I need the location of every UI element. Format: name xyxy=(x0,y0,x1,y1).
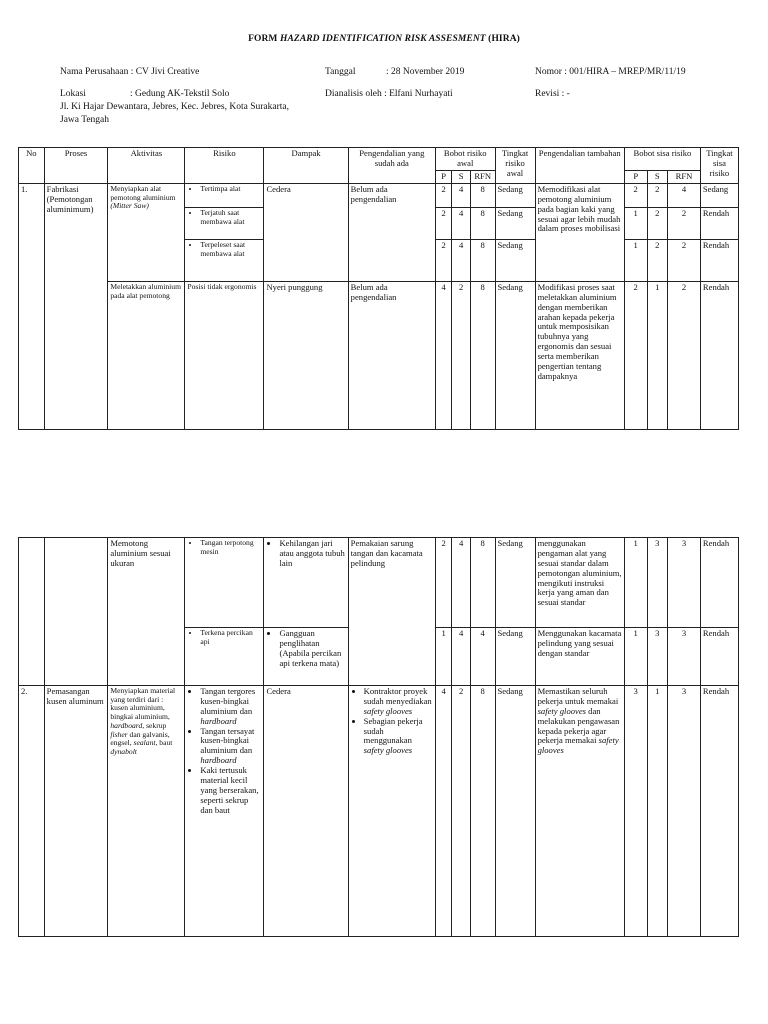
row-pengendalian: Pemakaian sarung tangan dan kacamata pelindung xyxy=(348,538,435,686)
cell-tingkat-sisa: Sedang xyxy=(700,183,738,207)
col-rfn: RFN xyxy=(470,171,495,184)
row-dampak: Cedera xyxy=(264,686,348,937)
analyst: Dianalisis oleh : Elfani Nurhayati xyxy=(325,89,453,99)
cell-p: 4 xyxy=(435,281,451,429)
cell-rfn: 8 xyxy=(470,183,495,207)
cell-s: 4 xyxy=(452,538,470,628)
col-aktivitas: Aktivitas xyxy=(108,148,185,184)
date-label: Tanggal xyxy=(325,67,356,77)
cell-p-sisa: 2 xyxy=(624,281,647,429)
risk-item: • Terkena percikan api xyxy=(185,628,264,686)
hira-table-1 xyxy=(18,147,739,430)
form-title: FORM HAZARD IDENTIFICATION RISK ASSESMENT (HIRA) xyxy=(248,34,520,44)
cell-p-sisa: 2 xyxy=(624,183,647,207)
risk-item: • Kaki tertusuk material kecil yang berserakan, seperti sekrup dan baut xyxy=(200,766,261,815)
cell-s-sisa: 1 xyxy=(647,281,668,429)
cell-tingkat: Sedang xyxy=(495,281,535,429)
risk-item: • Tertimpa alat xyxy=(185,183,264,207)
row-proses xyxy=(44,538,108,686)
cell-s-sisa: 1 xyxy=(647,686,668,937)
cell-s-sisa: 3 xyxy=(647,628,668,686)
col-p-sisa: P xyxy=(624,171,647,184)
row-pengendalian: Belum ada pengendalian xyxy=(348,281,435,429)
control-item: • Kontraktor proyek sudah menyediakan safety glooves xyxy=(364,687,433,717)
row-dampak: • Kehilangan jari atau anggota tubuh lain xyxy=(264,538,348,628)
row-pengendalian: Belum ada pengendalian xyxy=(348,183,435,281)
row-pengendalian xyxy=(348,686,435,937)
cell-s-sisa: 2 xyxy=(647,183,668,207)
row-aktivitas: Meletakkan aluminium pada alat pemotong xyxy=(108,281,185,429)
cell-rfn-sisa: 2 xyxy=(668,207,701,239)
cell-p: 2 xyxy=(435,538,451,628)
col-rfn-sisa: RFN xyxy=(668,171,701,184)
cell-p-sisa: 1 xyxy=(624,239,647,281)
address-line-1: Jl. Ki Hajar Dewantara, Jebres, Kec. Jebres, Kota Surakarta, xyxy=(60,102,289,112)
cell-tingkat: Sedang xyxy=(495,538,535,628)
cell-rfn: 4 xyxy=(470,628,495,686)
row-aktivitas: Memotong aluminium sesuai ukuran xyxy=(108,538,185,686)
row-proses: Pemasangan kusen aluminum xyxy=(44,686,108,937)
row-proses: Fabrikasi (Pemotongan aluminimum) xyxy=(44,183,108,429)
row-no xyxy=(19,538,45,686)
cell-tingkat: Sedang xyxy=(495,628,535,686)
cell-rfn-sisa: 2 xyxy=(668,281,701,429)
cell-p: 2 xyxy=(435,183,451,207)
cell-tingkat: Sedang xyxy=(495,686,535,937)
risk-item: • Terjatuh saat membawa alat xyxy=(185,207,264,239)
company-name: Nama Perusahaan : CV Jivi Creative xyxy=(60,67,200,77)
cell-rfn-sisa: 4 xyxy=(668,183,701,207)
risk-list xyxy=(185,686,264,937)
cell-rfn-sisa: 2 xyxy=(668,239,701,281)
cell-rfn: 8 xyxy=(470,538,495,628)
cell-rfn-sisa: 3 xyxy=(668,686,701,937)
date-value: : 28 November 2019 xyxy=(386,67,465,77)
cell-s-sisa: 2 xyxy=(647,239,668,281)
cell-p: 2 xyxy=(435,207,451,239)
cell-tingkat-sisa: Rendah xyxy=(700,281,738,429)
cell-p: 2 xyxy=(435,239,451,281)
col-risiko: Risiko xyxy=(185,148,264,184)
cell-p-sisa: 1 xyxy=(624,207,647,239)
row-dampak: Nyeri punggung xyxy=(264,281,348,429)
hira-table-2 xyxy=(18,537,739,937)
cell-tingkat-sisa: Rendah xyxy=(700,686,738,937)
document-number: Nomor : 001/HIRA – MREP/MR/11/19 xyxy=(535,67,686,77)
cell-rfn-sisa: 3 xyxy=(668,628,701,686)
cell-s: 4 xyxy=(452,207,470,239)
cell-tingkat: Sedang xyxy=(495,183,535,207)
cell-tingkat: Sedang xyxy=(495,239,535,281)
risk-item: Posisi tidak ergonomis xyxy=(185,281,264,429)
row-aktivitas: Menyiapkan alat pemotong aluminium (Mitter Saw) xyxy=(108,183,185,281)
row-no: 2. xyxy=(19,686,45,937)
cell-tingkat: Sedang xyxy=(495,207,535,239)
col-bobot-awal: Bobot risiko awal xyxy=(435,148,495,171)
cell-s-sisa: 3 xyxy=(647,538,668,628)
cell-s: 4 xyxy=(452,183,470,207)
row-pengendalian-tambahan: Menggunakan kacamata pelindung yang sesuai dengan standar xyxy=(535,628,624,686)
cell-tingkat-sisa: Rendah xyxy=(700,538,738,628)
cell-rfn: 8 xyxy=(470,239,495,281)
cell-s: 4 xyxy=(452,239,470,281)
col-s: S xyxy=(452,171,470,184)
cell-rfn: 8 xyxy=(470,281,495,429)
cell-p: 4 xyxy=(435,686,451,937)
col-dampak: Dampak xyxy=(264,148,348,184)
cell-p-sisa: 1 xyxy=(624,628,647,686)
cell-p-sisa: 1 xyxy=(624,538,647,628)
cell-s: 2 xyxy=(452,281,470,429)
cell-p-sisa: 3 xyxy=(624,686,647,937)
risk-item: • Tangan tersayat kusen-bingkai aluminium dan hardboard xyxy=(200,727,261,767)
revision: Revisi : - xyxy=(535,89,570,99)
cell-s-sisa: 2 xyxy=(647,207,668,239)
col-pengendalian: Pengendalian yang sudah ada xyxy=(348,148,435,184)
col-pengendalian-tambahan: Pengendalian tambahan xyxy=(535,148,624,184)
cell-s: 4 xyxy=(452,628,470,686)
location-value: : Gedung AK-Tekstil Solo xyxy=(130,89,230,99)
col-no: No xyxy=(19,148,45,184)
cell-tingkat-sisa: Rendah xyxy=(700,628,738,686)
row-pengendalian-tambahan: Memodifikasi alat pemotong aluminium pada bagian kaki yang sesuai agar lebih mudah dalam proses mobilisasi xyxy=(535,183,624,281)
location-label: Lokasi xyxy=(60,89,86,99)
cell-s: 2 xyxy=(452,686,470,937)
cell-p: 1 xyxy=(435,628,451,686)
row-pengendalian-tambahan: Memastikan seluruh pekerja untuk memakai safety glooves dan melakukan pengawasan kepada pekerja agar pekerja memakai safety glooves xyxy=(535,686,624,937)
cell-tingkat-sisa: Rendah xyxy=(700,207,738,239)
col-proses: Proses xyxy=(44,148,108,184)
col-tingkat-sisa: Tingkat sisa risiko xyxy=(700,148,738,184)
cell-rfn: 8 xyxy=(470,686,495,937)
cell-rfn: 8 xyxy=(470,207,495,239)
risk-item: • Terpeleset saat membawa alat xyxy=(185,239,264,281)
risk-item: • Tangan terpotong mesin xyxy=(185,538,264,628)
col-tingkat-awal: Tingkat risiko awal xyxy=(495,148,535,184)
col-bobot-sisa: Bobot sisa risiko xyxy=(624,148,700,171)
cell-rfn-sisa: 3 xyxy=(668,538,701,628)
risk-item: • Tangan tergores kusen-bingkai aluminium dan hardboard xyxy=(200,687,261,727)
cell-tingkat-sisa: Rendah xyxy=(700,239,738,281)
row-aktivitas: Menyiapkan material yang terdiri dari : kusen aluminium, bingkai aluminium, hardboard, sekrup fisher dan galvanis, engsel, sealant, baut dynabolt xyxy=(108,686,185,937)
control-item: • Sebagian pekerja sudah menggunakan safety glooves xyxy=(364,717,433,757)
col-p: P xyxy=(435,171,451,184)
row-pengendalian-tambahan: menggunakan pengaman alat yang sesuai standar dalam pemotongan aluminium, mengikuti instruksi kerja yang aman dan sesuai standar xyxy=(535,538,624,628)
row-dampak: • Gangguan penglihatan (Apabila percikan api terkena mata) xyxy=(264,628,348,686)
col-s-sisa: S xyxy=(647,171,668,184)
row-dampak: Cedera xyxy=(264,183,348,281)
address-line-2: Jawa Tengah xyxy=(60,115,110,125)
row-pengendalian-tambahan: Modifikasi proses saat meletakkan aluminium dengan memberikan arahan kepada pekerja untuk memposisikan tubuhnya yang ergonomis dan sesuai serta memberikan pengertian tentang dampaknya xyxy=(535,281,624,429)
row-no: 1. xyxy=(19,183,45,429)
